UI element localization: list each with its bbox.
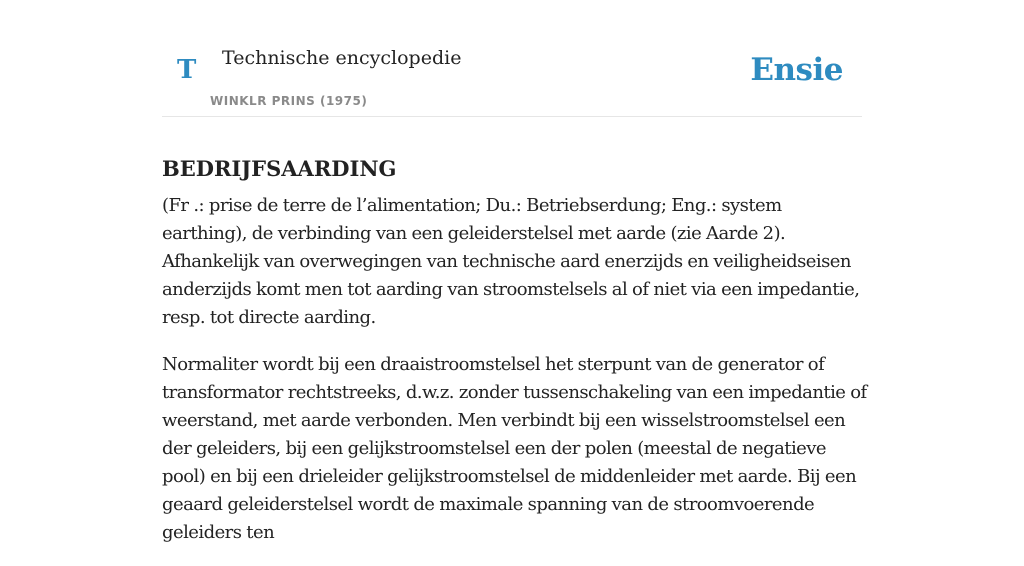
logo-t-icon[interactable]: T: [177, 55, 197, 85]
article-heading: BEDRIJFSAARDING: [162, 156, 397, 182]
source-subtitle: WINKLR PRINS (1975): [210, 94, 368, 108]
article-paragraph-2: Normaliter wordt bij een draaistroomstelsel het sterpunt van de generator of transformator rechtstreeks, d.w.z. zonder tussenschakeling van een impedantie of weerstand, met aarde verbonden. Men verbindt bij een wisselstroomstelsel een der geleiders, bij een gelijkstroomstelsel een der polen (meestal de negatieve pool) en bij een drieleider gelijkstroomstelsel de middenleider met aarde. Bij een geaard geleiderstelsel wordt de maximale spanning van de stroomvoerende geleiders ten: [162, 354, 867, 543]
article-paragraph-1: (Fr .: prise de terre de l’alimentation; Du.: Betriebserdung; Eng.: system earthing), de verbinding van een geleiderstelsel met aarde (zie Aarde 2). Afhankelijk van overwegingen van technische aard enerzijds en veiligheidseisen anderzijds komt men tot aarding van stroomstelsels al of niet via een impedantie, resp. tot directe aarding.: [162, 195, 860, 328]
source-title-link[interactable]: Technische encyclopedie: [222, 47, 462, 69]
article-body: [162, 192, 868, 566]
site-header: [162, 0, 862, 117]
ensie-logo-link[interactable]: Ensie: [750, 52, 843, 88]
